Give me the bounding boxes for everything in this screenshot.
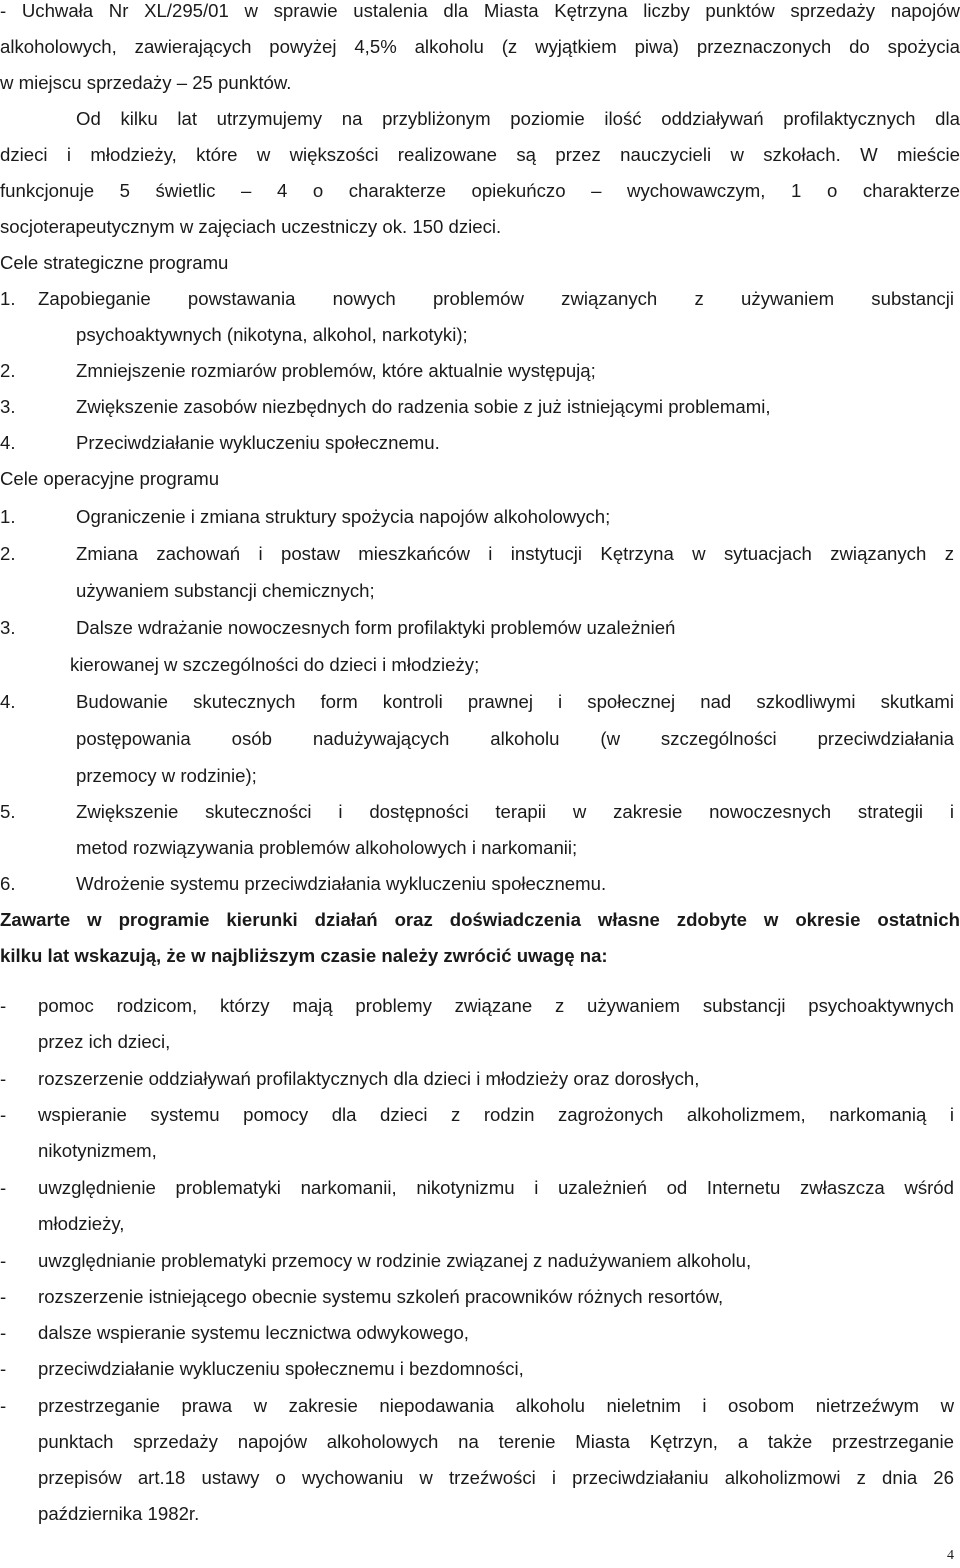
item-text: Wdrożenie systemu przeciwdziałania wykluczeniu społecznemu. [76,873,607,894]
bullet-dash: - [0,1177,7,1198]
bullet-dash: - [0,1358,7,1379]
item-text: psychoaktywnych (nikotyna, alkohol, narkotyki); [76,324,468,345]
item-text: Dalsze wdrażanie nowoczesnych form profilaktyki problemów uzależnień [76,617,676,638]
item-number: 4. [0,432,16,453]
item-text: punktach sprzedaży napojów alkoholowych na terenie Miasta Kętrzyn, a także przestrzeganie [38,1431,954,1452]
item-text: rozszerzenie oddziaływań profilaktycznych dla dzieci i młodzieży oraz dorosłych, [38,1068,700,1089]
item-text: przeciwdziałanie wykluczeniu społecznemu i bezdomności, [38,1358,524,1379]
page-number: 4 [947,1548,954,1563]
operational-heading: Cele operacyjne programu [0,468,220,489]
item-text: Zwiększenie zasobów niezbędnych do radzenia sobie z już istniejącymi problemami, [76,396,771,417]
bullet-dash: - [0,1395,7,1416]
item-text: nikotynizmem, [38,1140,157,1161]
bullet-dash: - [0,1068,7,1089]
intro-line: alkoholowych, zawierających powyżej 4,5% alkoholu (z wyjątkiem piwa) przeznaczonych do spożycia [0,36,960,57]
bullet-dash: - [0,1322,7,1343]
item-number: 3. [0,617,16,638]
item-text: Zmniejszenie rozmiarów problemów, które aktualnie występują; [76,360,596,381]
item-text: przepisów art.18 ustawy o wychowaniu w trzeźwości i przeciwdziałaniu alkoholizmowi z dnia 26 [38,1467,954,1488]
item-text: października 1982r. [38,1503,200,1524]
item-text: młodzieży, [38,1213,125,1234]
directions-heading: kilku lat wskazują, że w najbliższym czasie należy zwrócić uwagę na: [0,945,608,966]
bullet-dash: - [0,1250,7,1271]
item-number: 4. [0,691,16,712]
intro-line: - Uchwała Nr XL/295/01 w sprawie ustalenia dla Miasta Kętrzyna liczby punktów sprzedaży napojów [0,0,960,21]
item-text: dalsze wspieranie systemu lecznictwa odwykowego, [38,1322,469,1343]
item-text: przemocy w rodzinie); [76,765,257,786]
bullet-dash: - [0,1104,7,1125]
intro-line: w miejscu sprzedaży – 25 punktów. [0,72,292,93]
strategic-heading: Cele strategiczne programu [0,252,229,273]
bullet-dash: - [0,1286,7,1307]
item-text: kierowanej w szczególności do dzieci i młodzieży; [70,654,480,675]
paragraph-line: dzieci i młodzieży, które w większości realizowane są przez nauczycieli w szkołach. W mieście [0,144,960,165]
item-text: pomoc rodzicom, którzy mają problemy związane z używaniem substancji psychoaktywnych [38,995,954,1016]
item-number: 2. [0,543,16,564]
paragraph-line: socjoterapeutycznym w zajęciach uczestniczy ok. 150 dzieci. [0,216,502,237]
item-text: rozszerzenie istniejącego obecnie systemu szkoleń pracowników różnych resortów, [38,1286,724,1307]
bullet-dash: - [0,995,7,1016]
item-text: Zapobieganie powstawania nowych problemów związanych z używaniem substancji [38,288,954,309]
paragraph-line: Od kilku lat utrzymujemy na przybliżonym poziomie ilość oddziaływań profilaktycznych dla [76,108,960,129]
item-text: postępowania osób nadużywających alkoholu (w szczególności przeciwdziałania [76,728,954,749]
item-text: metod rozwiązywania problemów alkoholowych i narkomanii; [76,837,578,858]
item-text: Przeciwdziałanie wykluczeniu społecznemu. [76,432,440,453]
item-number: 2. [0,360,16,381]
item-text: wspieranie systemu pomocy dla dzieci z rodzin zagrożonych alkoholizmem, narkomanią i [38,1104,954,1125]
item-text: uwzględnienie problematyki narkomanii, nikotynizmu i uzależnień od Internetu zwłaszcza wśród [38,1177,954,1198]
item-text: uwzględnianie problematyki przemocy w rodzinie związanej z nadużywaniem alkoholu, [38,1250,752,1271]
item-text: Zmiana zachowań i postaw mieszkańców i instytucji Kętrzyna w sytuacjach związanych z [76,543,954,564]
item-text: przestrzeganie prawa w zakresie niepodawania alkoholu nieletnim i osobom nietrzeźwym w [38,1395,954,1416]
item-number: 6. [0,873,16,894]
item-text: Ograniczenie i zmiana struktury spożycia napojów alkoholowych; [76,506,611,527]
directions-heading: Zawarte w programie kierunki działań oraz doświadczenia własne zdobyte w okresie ostatnich [0,909,960,930]
item-text: używaniem substancji chemicznych; [76,580,375,601]
item-text: Budowanie skutecznych form kontroli prawnej i społecznej nad szkodliwymi skutkami [76,691,954,712]
paragraph-line: funkcjonuje 5 świetlic – 4 o charakterze opiekuńczo – wychowawczym, 1 o charakterze [0,180,960,201]
item-number: 1. [0,506,16,527]
item-text: przez ich dzieci, [38,1031,171,1052]
item-number: 3. [0,396,16,417]
item-number: 1. [0,288,16,309]
item-text: Zwiększenie skuteczności i dostępności terapii w zakresie nowoczesnych strategii i [76,801,954,822]
item-number: 5. [0,801,16,822]
